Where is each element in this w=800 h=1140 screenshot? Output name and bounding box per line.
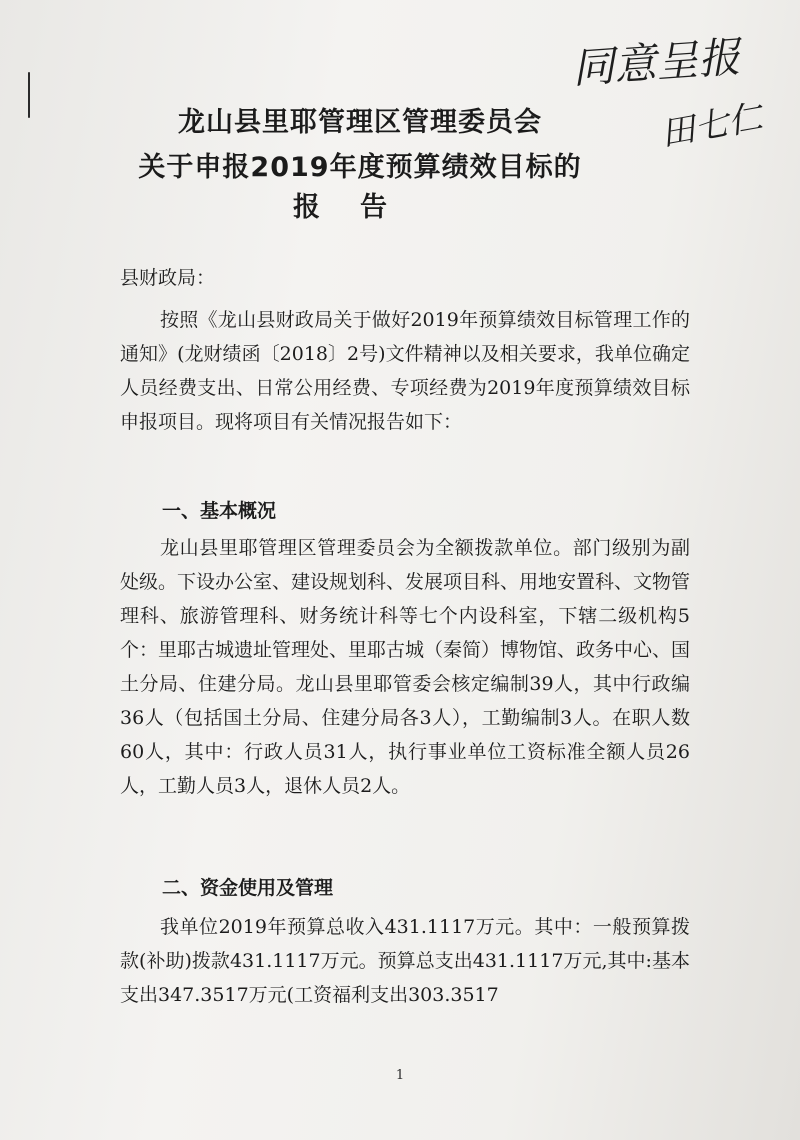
page-number: 1 [395, 1068, 405, 1083]
title-line-1: 龙山县里耶管理区管理委员会 [178, 107, 542, 138]
title-line-2: 关于申报2019年度预算绩效目标的 [138, 152, 582, 183]
section-heading-2: 二、资金使用及管理 [162, 877, 334, 899]
handwritten-signature: 田七仁 [657, 97, 766, 155]
title-line-3: 报告 [293, 192, 427, 223]
section-heading-1: 一、基本概况 [162, 500, 277, 522]
paragraph-funds: 我单位2019年预算总收入431.1117万元。其中：一般预算拨款(补助)拨款431.1117万元。预算总支出431.1117万元,其中:基本支出347.3517万元(工资福利支出303.3517 [120, 916, 690, 1006]
paragraph-intro: 按照《龙山县财政局关于做好2019年预算绩效目标管理工作的通知》(龙财绩函〔2018〕2号)文件精神以及相关要求，我单位确定人员经费支出、日常公用经费、专项经费为2019年度预算绩效目标申报项目。现将项目有关情况报告如下： [120, 309, 690, 433]
handwritten-approval: 同意呈报 [570, 32, 742, 93]
paragraph-overview: 龙山县里耶管理区管理委员会为全额拨款单位。部门级别为副处级。下设办公室、建设规划科、发展项目科、用地安置科、文物管理科、旅游管理科、财务统计科等七个内设科室，下辖二级机构5个：里耶古城遗址管理处、里耶古城（秦简）博物馆、政务中心、国土分局、住建分局。龙山县里耶管委会核定编制39人，其中行政编36人（包括国土分局、住建分局各3人），工勤编制3人。在职人数60人，其中：行政人员31人，执行事业单位工资标准全额人员26人，工勤人员3人，退休人员2人。 [120, 537, 691, 797]
salutation: 县财政局： [120, 267, 216, 289]
